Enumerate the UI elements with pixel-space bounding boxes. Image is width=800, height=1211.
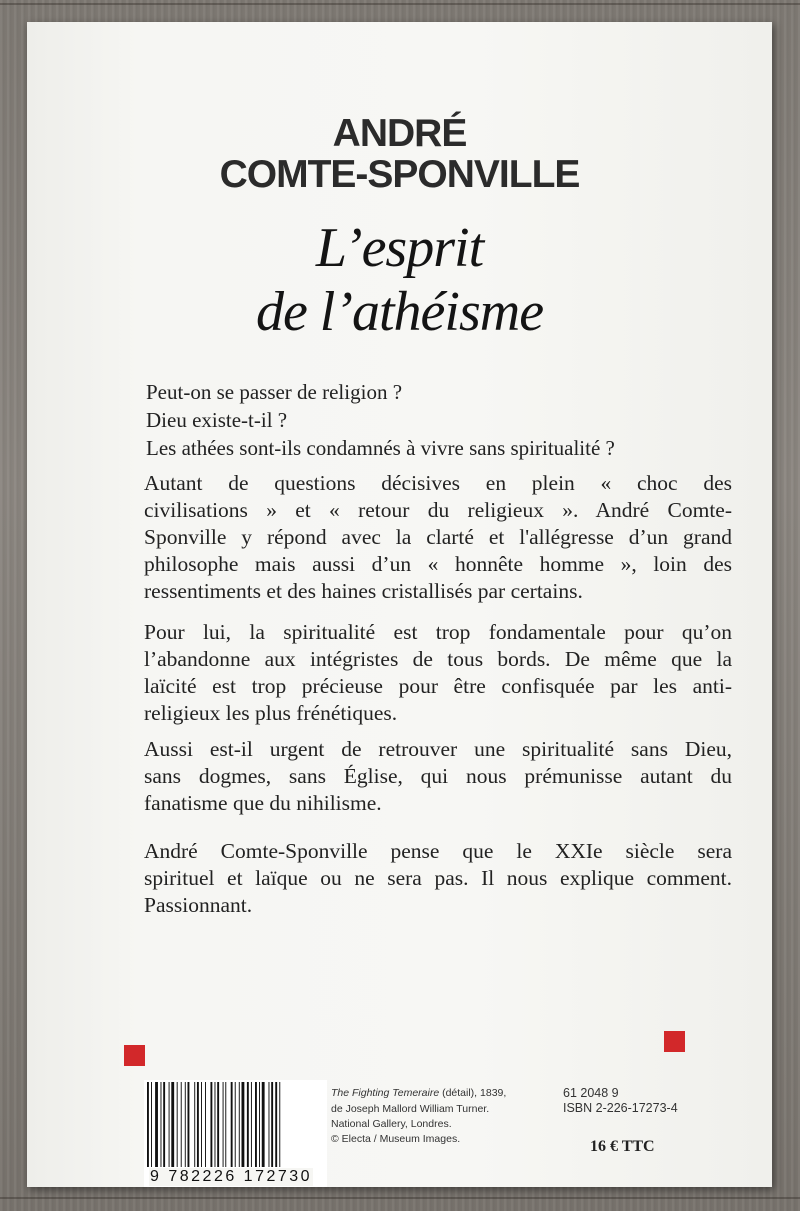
paragraph-1 (144, 470, 732, 605)
barcode-bar (255, 1082, 257, 1167)
barcode-bar (231, 1082, 233, 1167)
barcode-bar (262, 1082, 265, 1167)
question-3: Les athées sont-ils condamnés à vivre sans spiritualité ? (146, 436, 615, 460)
red-square-left-ornament (124, 1045, 145, 1066)
question-2: Dieu existe-t-il ? (146, 408, 288, 432)
price-label: 16 € TTC (590, 1138, 655, 1155)
paragraph-line: ressentiments et des haines cristallisés par certains. (144, 579, 583, 603)
barcode-bar (242, 1082, 245, 1167)
paragraph-line: Passionnant. (144, 893, 253, 917)
artwork-credit-line-4: © Electa / Museum Images. (331, 1133, 461, 1145)
paragraph-line: Autant de questions décisives en plein « choc des (144, 471, 732, 495)
author-last-name: COMTE-SPONVILLE (219, 153, 580, 196)
barcode-bar (235, 1082, 236, 1167)
book-title-line-1: L’esprit (315, 217, 484, 279)
barcode-bar (223, 1082, 224, 1167)
artwork-credit-line-3: National Gallery, Londres. (331, 1118, 452, 1130)
barcode-bar (239, 1082, 240, 1167)
product-code: 61 2048 9 (563, 1086, 619, 1100)
artwork-detail: (détail), 1839, (439, 1087, 507, 1099)
paragraph-line: laïcité est trop précieuse pour être confisquée par les anti- (144, 674, 732, 698)
barcode-bar (188, 1082, 190, 1167)
barcode-bar (169, 1082, 170, 1167)
barcode-bar (185, 1082, 186, 1167)
barcode-bar (177, 1082, 178, 1167)
barcode-bar (259, 1082, 260, 1167)
paragraph-line: l’abandonne aux intégristes de tous bords. De même que la (144, 647, 732, 671)
question-1: Peut-on se passer de religion ? (146, 380, 403, 404)
barcode-bar (161, 1082, 162, 1167)
barcode-bar (271, 1082, 273, 1167)
barcode-bar (147, 1082, 149, 1167)
barcode-bar (181, 1082, 182, 1167)
barcode-bar (171, 1082, 174, 1167)
artwork-title: The Fighting Temeraire (331, 1087, 440, 1099)
paragraph-line: Pour lui, la spiritualité est trop fondamentale pour qu’on (144, 620, 732, 644)
barcode-bar (155, 1082, 158, 1167)
barcode-bar (205, 1082, 206, 1167)
barcode-bar (247, 1082, 249, 1167)
book-back-cover (27, 22, 772, 1187)
barcode-bar (210, 1082, 212, 1167)
paragraph-line: fanatisme que du nihilisme. (144, 791, 382, 815)
barcode-bar (151, 1082, 152, 1167)
paragraph-line: civilisations » et « retour du religieux ». André Comte- (144, 498, 732, 522)
floor-plank-seam (0, 3, 800, 5)
barcode-bar (251, 1082, 252, 1167)
floor-plank-seam (0, 1197, 800, 1199)
red-square-right-ornament (664, 1031, 685, 1052)
artwork-credit-line-1 (331, 1088, 506, 1099)
barcode-number: 9 782226 172730 (150, 1168, 313, 1185)
paragraph-4 (144, 838, 732, 919)
barcode-bar (163, 1082, 165, 1167)
barcode-bar (201, 1082, 202, 1167)
barcode-bar (197, 1082, 199, 1167)
paragraph-line: religieux les plus frénétiques. (144, 701, 398, 725)
author-first-name: ANDRÉ (332, 112, 467, 155)
barcode-bar (225, 1082, 226, 1167)
barcode-bar (275, 1082, 277, 1167)
paragraph-line: philosophe mais aussi d’un « honnête homme », loin des (144, 552, 732, 576)
paragraph-2 (144, 619, 732, 727)
barcode-bar (279, 1082, 280, 1167)
barcode-bar (269, 1082, 270, 1167)
paragraph-line: Aussi est-il urgent de retrouver une spiritualité sans Dieu, (144, 737, 732, 761)
artwork-credit-line-2: de Joseph Mallord William Turner. (331, 1103, 490, 1115)
paragraph-line: André Comte-Sponville pense que le XXIe siècle sera (144, 839, 732, 863)
paragraph-line: Sponville y répond avec la clarté et l'allégresse d’un grand (144, 525, 732, 549)
paragraph-line: sans dogmes, sans Église, qui nous prémunisse autant du (144, 764, 732, 788)
barcode-bar (215, 1082, 216, 1167)
barcode-bar (194, 1082, 195, 1167)
paragraph-line: spirituel et laïque ou ne sera pas. Il nous explique comment. (144, 866, 732, 890)
barcode-bar (217, 1082, 219, 1167)
isbn-number: ISBN 2-226-17273-4 (563, 1101, 678, 1115)
book-title-line-2: de l’athéisme (255, 281, 544, 343)
paragraph-3 (144, 736, 732, 817)
